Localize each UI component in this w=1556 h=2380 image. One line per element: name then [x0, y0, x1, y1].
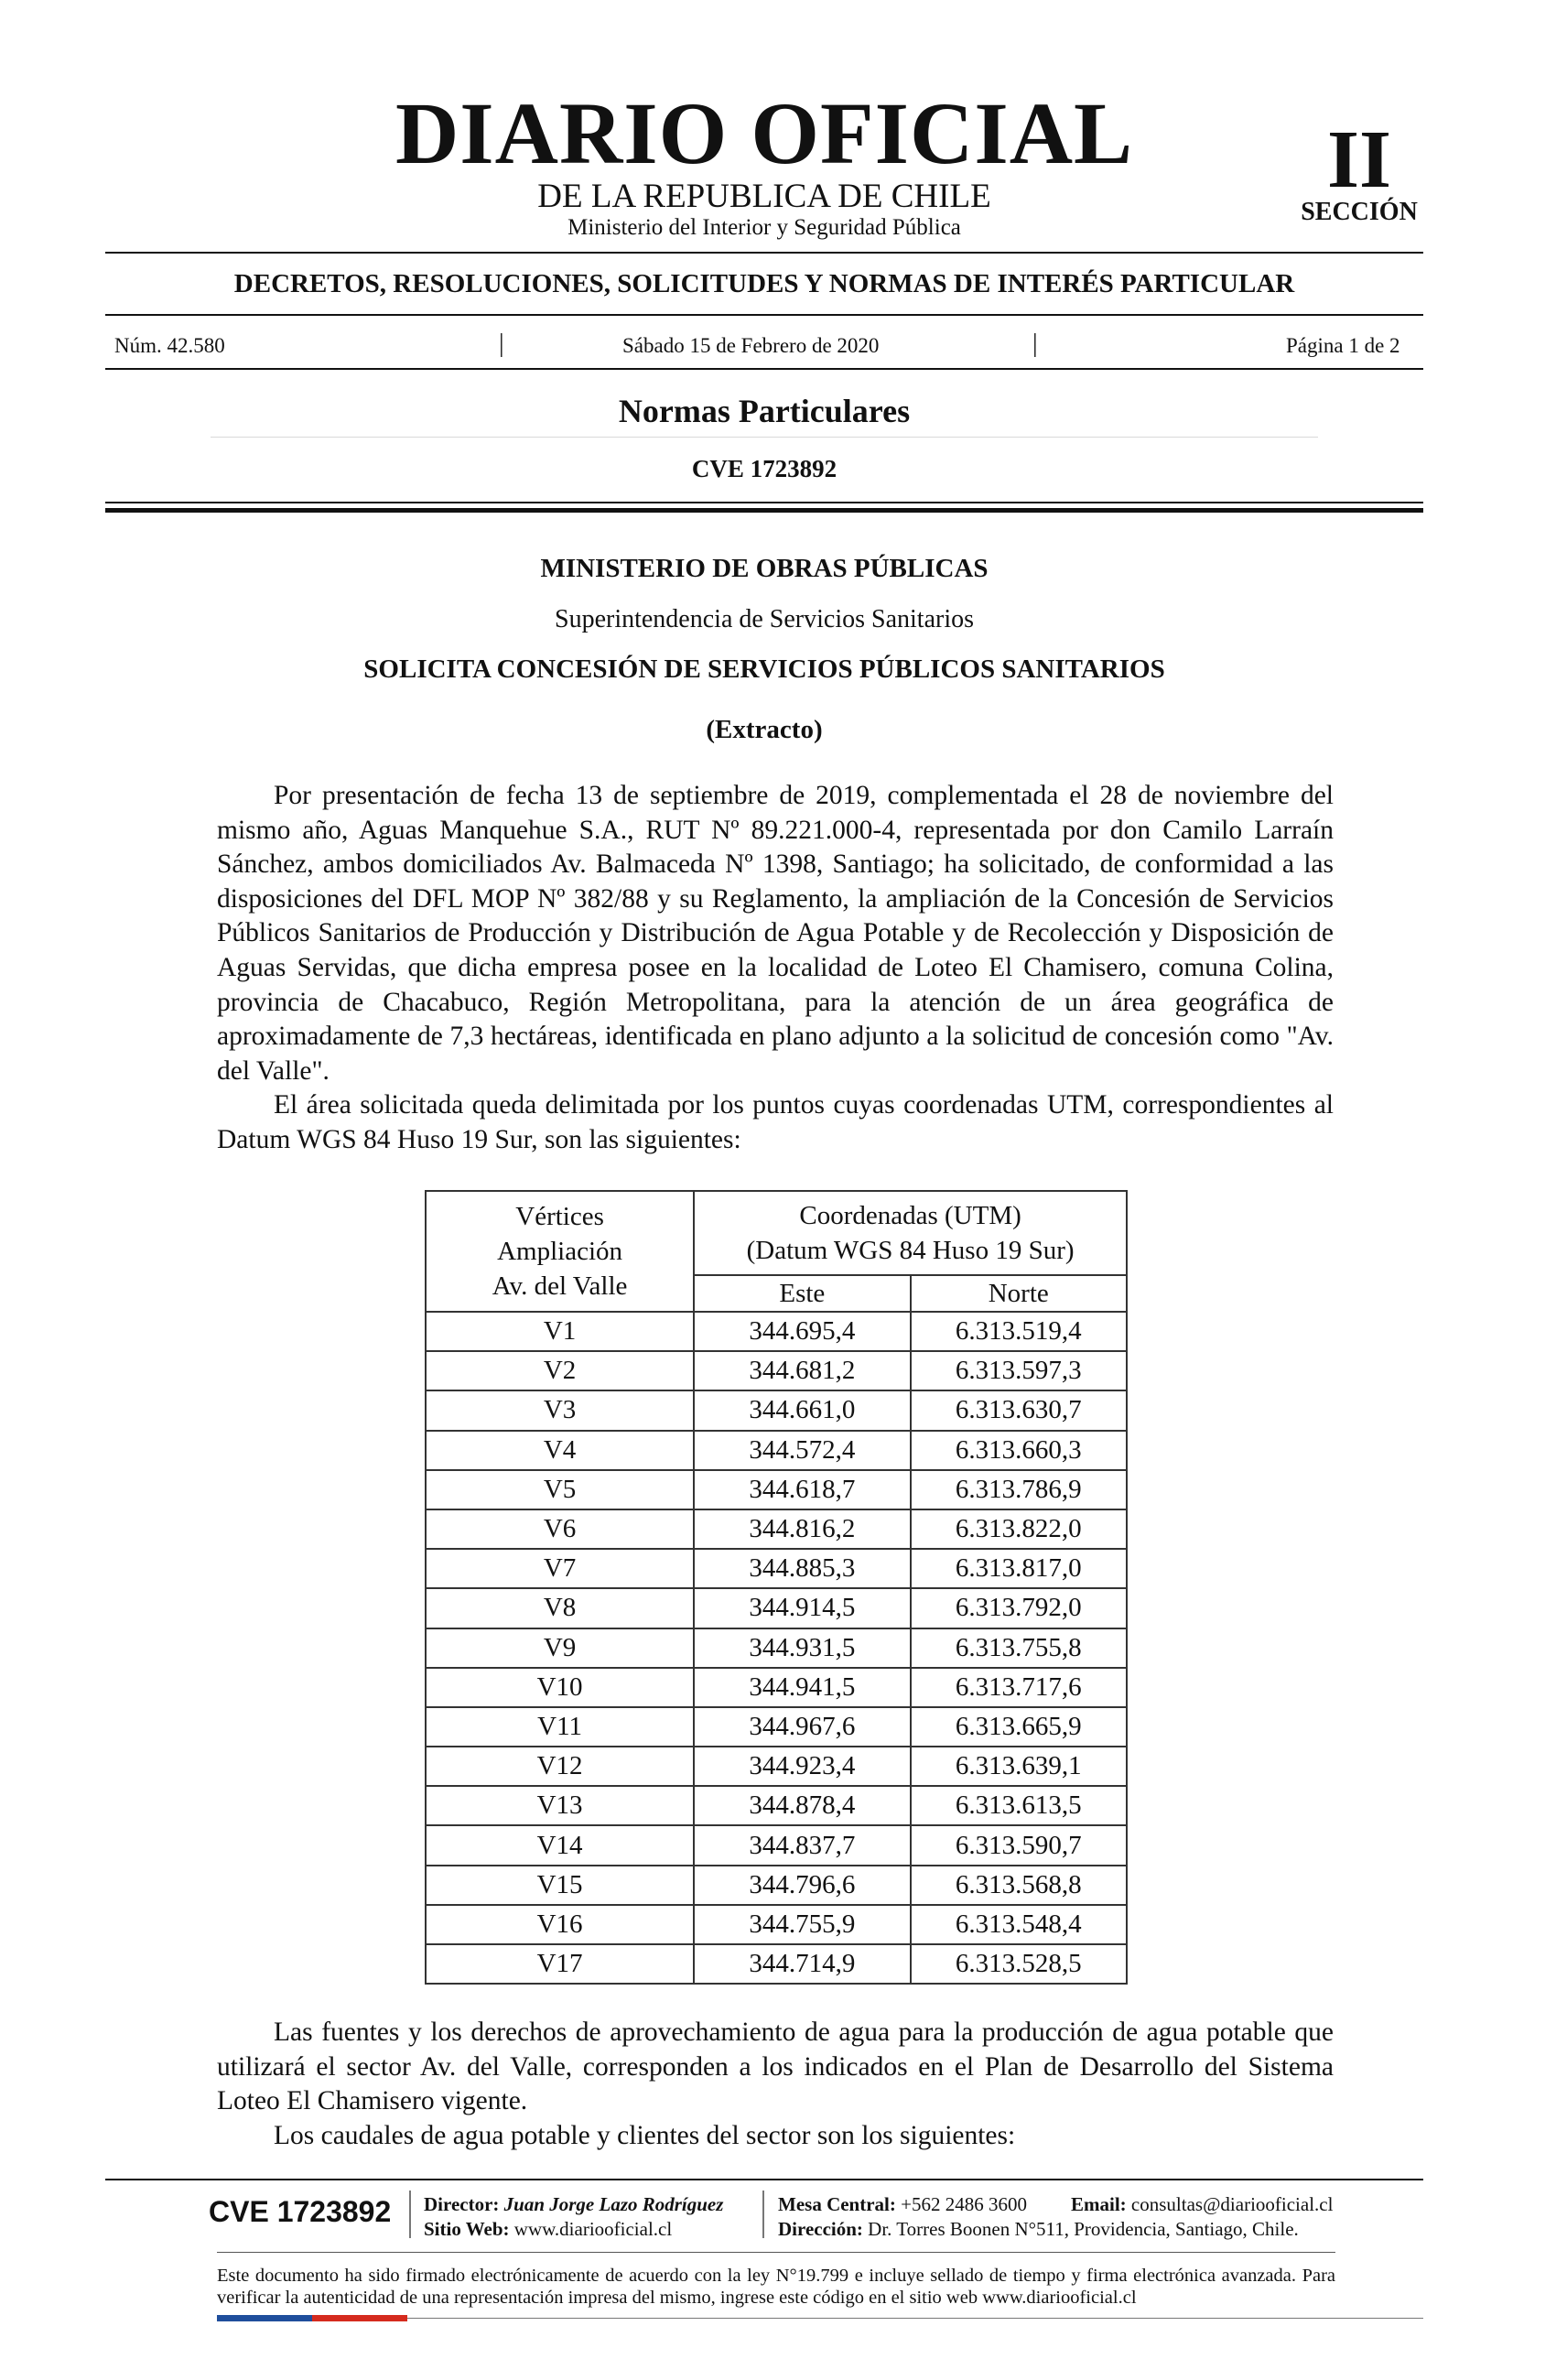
category-divider	[211, 437, 1318, 438]
este-cell: 344.796,6	[694, 1866, 910, 1905]
norte-cell: 6.313.613,5	[911, 1786, 1128, 1825]
footer-address	[778, 2220, 1299, 2239]
paragraph-sources: Las fuentes y los derechos de aprovechamiento de agua para la producción de agua potable que utilizará el sector Av. del Valle, corresponden a los indicados en el Plan de Desarrollo del Sistema Loteo El Chamisero vigente.	[217, 2018, 1334, 2116]
footer-director	[424, 2195, 723, 2214]
norte-cell: 6.313.755,8	[911, 1628, 1128, 1668]
vertex-cell: V15	[426, 1866, 694, 1905]
table-row	[426, 1825, 1127, 1865]
norte-cell: 6.313.639,1	[911, 1747, 1128, 1786]
address-value: Dr. Torres Boonen N°511, Providencia, Santiago, Chile.	[868, 2218, 1299, 2240]
website-link[interactable]: www.diariooficial.cl	[513, 2218, 673, 2240]
address-label: Dirección:	[778, 2218, 863, 2240]
phone-value: +562 2486 3600	[901, 2193, 1027, 2215]
vertex-cell: V14	[426, 1825, 694, 1865]
este-cell: 344.914,5	[694, 1588, 910, 1628]
norte-cell: 6.313.519,4	[911, 1312, 1128, 1351]
paragraph-application: Por presentación de fecha 13 de septiembre de 2019, complementada el 28 de noviembre del mismo año, Aguas Manquehue S.A., RUT Nº 89.221.000-4, representada por don Camilo Larraín Sánchez, ambos domiciliados Av. Balmaceda Nº 1398, Santiago; ha solicitado, de conformidad a las disposiciones del DFL MOP Nº 382/88 y su Reglamento, la ampliación de la Concesión de Servicios Públicos Sanitarios de Producción y Distribución de Agua Potable y de Recolección y Disposición de Aguas Servidas, que dicha empresa posee en la localidad de Loteo El Chamisero, comuna Colina, provincia de Chacabuco, Región Metropolitana, para la atención de un área geográfica de aproximadamente de 7,3 hectáreas, identificada en plano adjunto a la solicitud de concesión como "Av. del Valle".	[217, 781, 1334, 1086]
footer-rule-bottom	[407, 2318, 1423, 2319]
vertex-cell: V12	[426, 1747, 694, 1786]
este-cell: 344.714,9	[694, 1944, 910, 1984]
table-row	[426, 1470, 1127, 1509]
norte-cell: 6.313.548,4	[911, 1905, 1128, 1944]
norte-cell: 6.313.786,9	[911, 1470, 1128, 1509]
col-header-norte: Norte	[911, 1275, 1128, 1312]
website-label: Sitio Web:	[424, 2218, 510, 2240]
flag-stripe-red	[312, 2315, 407, 2321]
vertex-cell: V11	[426, 1707, 694, 1747]
vertices-header	[426, 1191, 694, 1312]
este-cell: 344.755,9	[694, 1905, 910, 1944]
norte-cell: 6.313.528,5	[911, 1944, 1128, 1984]
flag-stripe-blue	[217, 2315, 312, 2321]
footer-divider	[409, 2191, 411, 2238]
issue-page: Página 1 de 2	[1286, 334, 1400, 357]
table-row	[426, 1588, 1127, 1628]
category-title: Normas Particulares	[618, 393, 911, 429]
coordinates-header-line: (Datum WGS 84 Huso 19 Sur)	[746, 1236, 1075, 1265]
table-row	[426, 1944, 1127, 1984]
vertex-cell: V5	[426, 1470, 694, 1509]
table-row	[426, 1866, 1127, 1905]
norte-cell: 6.313.822,0	[911, 1509, 1128, 1549]
coordinates-header	[694, 1191, 1127, 1275]
double-rule-bottom	[105, 508, 1423, 513]
issue-separator: |	[1032, 330, 1038, 358]
phone-label: Mesa Central:	[778, 2193, 896, 2215]
header-band-title: DECRETOS, RESOLUCIONES, SOLICITUDES Y NORMAS DE INTERÉS PARTICULAR	[233, 269, 1295, 298]
norte-cell: 6.313.792,0	[911, 1588, 1128, 1628]
vertex-cell: V1	[426, 1312, 694, 1351]
este-cell: 344.878,4	[694, 1786, 910, 1825]
norte-cell: 6.313.590,7	[911, 1825, 1128, 1865]
footer-email	[1071, 2195, 1333, 2214]
este-cell: 344.618,7	[694, 1470, 910, 1509]
este-cell: 344.941,5	[694, 1668, 910, 1707]
footer-rule-top	[105, 2179, 1423, 2180]
issue-number: Núm. 42.580	[114, 334, 225, 357]
vertex-cell: V4	[426, 1431, 694, 1470]
coordinates-table	[425, 1190, 1128, 1985]
vertex-cell: V13	[426, 1786, 694, 1825]
vertex-cell: V3	[426, 1390, 694, 1430]
norte-cell: 6.313.817,0	[911, 1549, 1128, 1588]
este-cell: 344.885,3	[694, 1549, 910, 1588]
este-cell: 344.931,5	[694, 1628, 910, 1668]
este-cell: 344.661,0	[694, 1390, 910, 1430]
norte-cell: 6.313.568,8	[911, 1866, 1128, 1905]
vertex-cell: V2	[426, 1351, 694, 1390]
norte-cell: 6.313.597,3	[911, 1351, 1128, 1390]
email-link[interactable]: consultas@diariooficial.cl	[1130, 2193, 1334, 2215]
este-cell: 344.967,6	[694, 1707, 910, 1747]
footer-phone	[778, 2195, 1027, 2214]
vertex-cell: V10	[426, 1668, 694, 1707]
issue-date: Sábado 15 de Febrero de 2020	[622, 334, 880, 357]
section-label: SECCIÓN	[1301, 198, 1418, 226]
coordinates-header-line: Coordenadas (UTM)	[799, 1201, 1021, 1230]
table-row	[426, 1431, 1127, 1470]
cve-code: CVE 1723892	[691, 455, 837, 482]
table-row	[426, 1786, 1127, 1825]
extract-note: (Extracto)	[706, 715, 823, 744]
norte-cell: 6.313.660,3	[911, 1431, 1128, 1470]
director-value: Juan Jorge Lazo Rodríguez	[503, 2193, 724, 2215]
director-label: Director:	[424, 2193, 500, 2215]
este-cell: 344.816,2	[694, 1509, 910, 1549]
este-cell: 344.681,2	[694, 1351, 910, 1390]
este-cell: 344.837,7	[694, 1825, 910, 1865]
header-rule-top	[105, 252, 1423, 254]
este-cell: 344.923,4	[694, 1747, 910, 1786]
header-rule-mid	[105, 314, 1423, 316]
paragraph-flows: Los caudales de agua potable y clientes del sector son los siguientes:	[274, 2121, 1016, 2150]
masthead-ministry: Ministerio del Interior y Seguridad Pública	[567, 215, 961, 240]
norte-cell: 6.313.717,6	[911, 1668, 1128, 1707]
footer-notice: Este documento ha sido firmado electrónicamente de acuerdo con la ley N°19.799 e incluye sellado de tiempo y firma electrónica avanzada. Para verificar la autenticidad de una representación impresa del mismo, ingrese este código en el sitio web www.diariooficial.cl	[217, 2266, 1335, 2308]
footer-cve-code: CVE 1723892	[209, 2195, 392, 2228]
este-cell: 344.572,4	[694, 1431, 910, 1470]
vertex-cell: V9	[426, 1628, 694, 1668]
issue-separator: |	[499, 330, 504, 358]
table-row	[426, 1312, 1127, 1351]
este-cell: 344.695,4	[694, 1312, 910, 1351]
masthead-title: DIARIO OFICIAL	[394, 84, 1134, 182]
norte-cell: 6.313.665,9	[911, 1707, 1128, 1747]
table-row	[426, 1549, 1127, 1588]
table-row	[426, 1628, 1127, 1668]
table-row	[426, 1351, 1127, 1390]
vertex-cell: V8	[426, 1588, 694, 1628]
table-row	[426, 1905, 1127, 1944]
footer-rule-mid	[217, 2252, 1335, 2253]
table-row	[426, 1707, 1127, 1747]
table-row	[426, 1668, 1127, 1707]
vertex-cell: V7	[426, 1549, 694, 1588]
vertex-cell: V16	[426, 1905, 694, 1944]
table-row	[426, 1390, 1127, 1430]
table-row	[426, 1509, 1127, 1549]
table-row	[426, 1747, 1127, 1786]
vertices-header-line: Av. del Valle	[492, 1271, 628, 1301]
section-number: II	[1326, 114, 1392, 205]
vertices-header-line: Vértices	[515, 1202, 604, 1231]
email-label: Email:	[1071, 2193, 1127, 2215]
footer-website	[424, 2220, 672, 2239]
vertices-header-line: Ampliación	[497, 1237, 623, 1266]
agency-heading: Superintendencia de Servicios Sanitarios	[555, 605, 974, 633]
vertex-cell: V6	[426, 1509, 694, 1549]
footer-divider	[762, 2191, 764, 2238]
col-header-este: Este	[694, 1275, 910, 1312]
subject-heading: SOLICITA CONCESIÓN DE SERVICIOS PÚBLICOS SANITARIOS	[363, 654, 1165, 684]
ministry-heading: MINISTERIO DE OBRAS PÚBLICAS	[540, 554, 989, 583]
header-rule-bottom	[105, 368, 1423, 370]
norte-cell: 6.313.630,7	[911, 1390, 1128, 1430]
vertex-cell: V17	[426, 1944, 694, 1984]
paragraph-area: El área solicitada queda delimitada por los puntos cuyas coordenadas UTM, correspondientes al Datum WGS 84 Huso 19 Sur, son las siguientes:	[217, 1090, 1334, 1154]
double-rule-top	[105, 502, 1423, 503]
masthead-subtitle: DE LA REPUBLICA DE CHILE	[537, 178, 991, 215]
